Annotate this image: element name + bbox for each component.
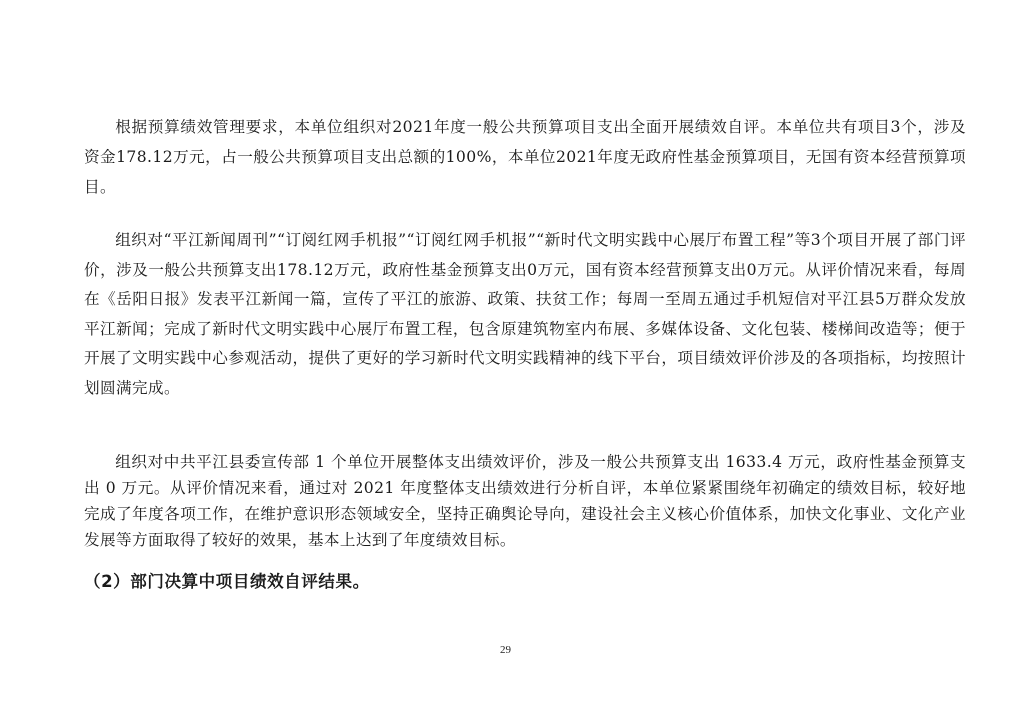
paragraph-self-evaluation-overview: 根据预算绩效管理要求，本单位组织对2021年度一般公共预算项目支出全面开展绩效自评。本单位共有项目3个，涉及资金178.12万元，占一般公共预算项目支出总额的100%，本单位2021年度无政府性基金预算项目，无国有资本经营预算项目。 <box>84 118 966 196</box>
paragraph-project-evaluation: 组织对“平江新闻周刊”“订阅红网手机报”“订阅红网手机报”“新时代文明实践中心展厅布置工程”等3个项目开展了部门评价，涉及一般公共预算支出178.12万元，政府性基金预算支出0万元，国有资本经营预算支出0万元。从评价情况来看，每周在《岳阳日报》发表平江新闻一篇，宣传了平江的旅游、政策、扶贫工作；每周一至周五通过手机短信对平江县5万群众发放平江新闻；完成了新时代文明实践中心展厅布置工程，包含原建筑物室内布展、多媒体设备、文化包装、楼梯间改造等；便于开展了文明实践中心参观活动，提供了更好的学习新时代文明实践精神的线下平台，项目绩效评价涉及的各项指标，均按照计划圆满完成。 <box>84 231 966 397</box>
section-heading: （2）部门决算中项目绩效自评结果。 <box>84 572 370 591</box>
page-number: 29 <box>500 644 511 656</box>
paragraph-overall-evaluation: 组织对中共平江县委宣传部 1 个单位开展整体支出绩效评价，涉及一般公共预算支出 1633.4 万元，政府性基金预算支出 0 万元。从评价情况来看，通过对 2021 年度整体支出绩效进行分析自评，本单位紧紧围绕年初确定的绩效目标，较好地完成了年度各项工作，在维护意识形态领域安全，坚持正确舆论导向，建设社会主义核心价值体系，加快文化事业、文化产业发展等方面取得了较好的效果，基本上达到了年度绩效目标。 <box>84 453 966 549</box>
